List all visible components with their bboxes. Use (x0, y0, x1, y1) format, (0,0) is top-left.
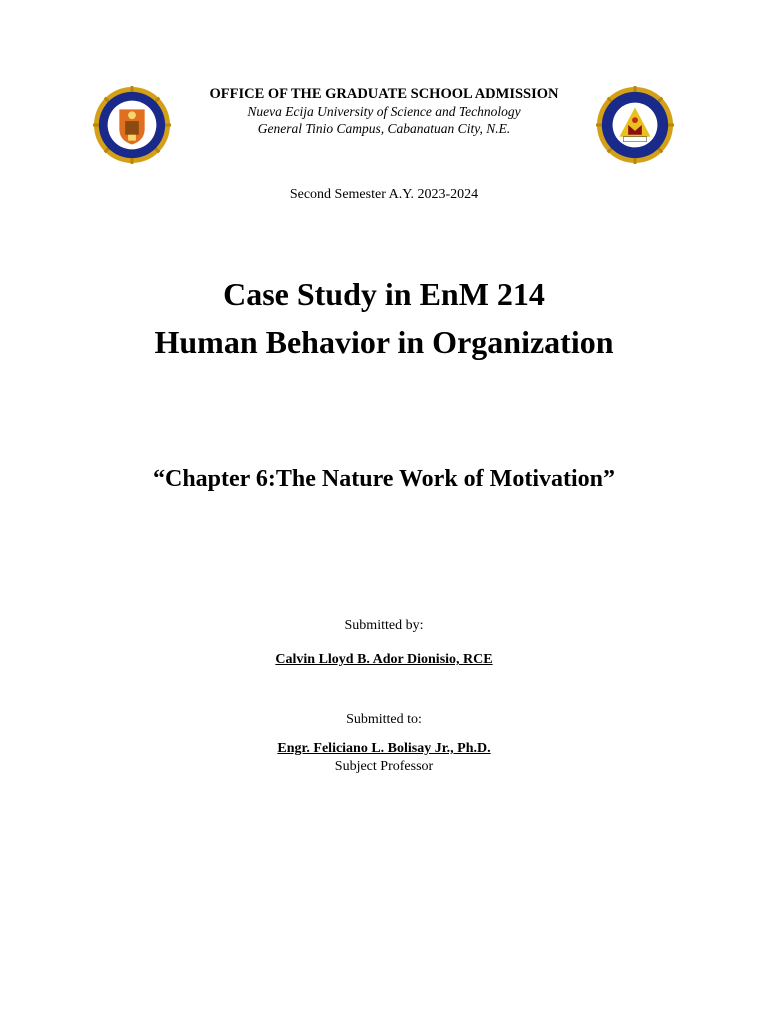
chapter-title: “Chapter 6:The Nature Work of Motivation” (153, 466, 615, 492)
campus-address: General Tinio Campus, Cabanatuan City, N.E. (257, 121, 511, 136)
letterhead (0, 86, 768, 137)
professor-role: Subject Professor (334, 759, 434, 774)
semester-line: Second Semester A.Y. 2023-2024 (289, 187, 479, 202)
submitted-to-block (0, 711, 768, 776)
document-title (0, 270, 768, 366)
office-title: OFFICE OF THE GRADUATE SCHOOL ADMISSION (209, 86, 559, 102)
submitted-to-label: Submitted to: (346, 712, 422, 727)
submitted-by-block (0, 617, 768, 669)
title-line-1: Case Study in EnM 214 (223, 276, 545, 312)
university-name: Nueva Ecija University of Science and Technology (247, 104, 521, 119)
submitted-by-label: Submitted by: (344, 618, 424, 633)
professor-name: Engr. Feliciano L. Bolisay Jr., Ph.D. (277, 741, 491, 756)
title-line-2: Human Behavior in Organization (154, 324, 614, 360)
student-name: Calvin Lloyd B. Ador Dionisio, RCE (275, 652, 493, 667)
